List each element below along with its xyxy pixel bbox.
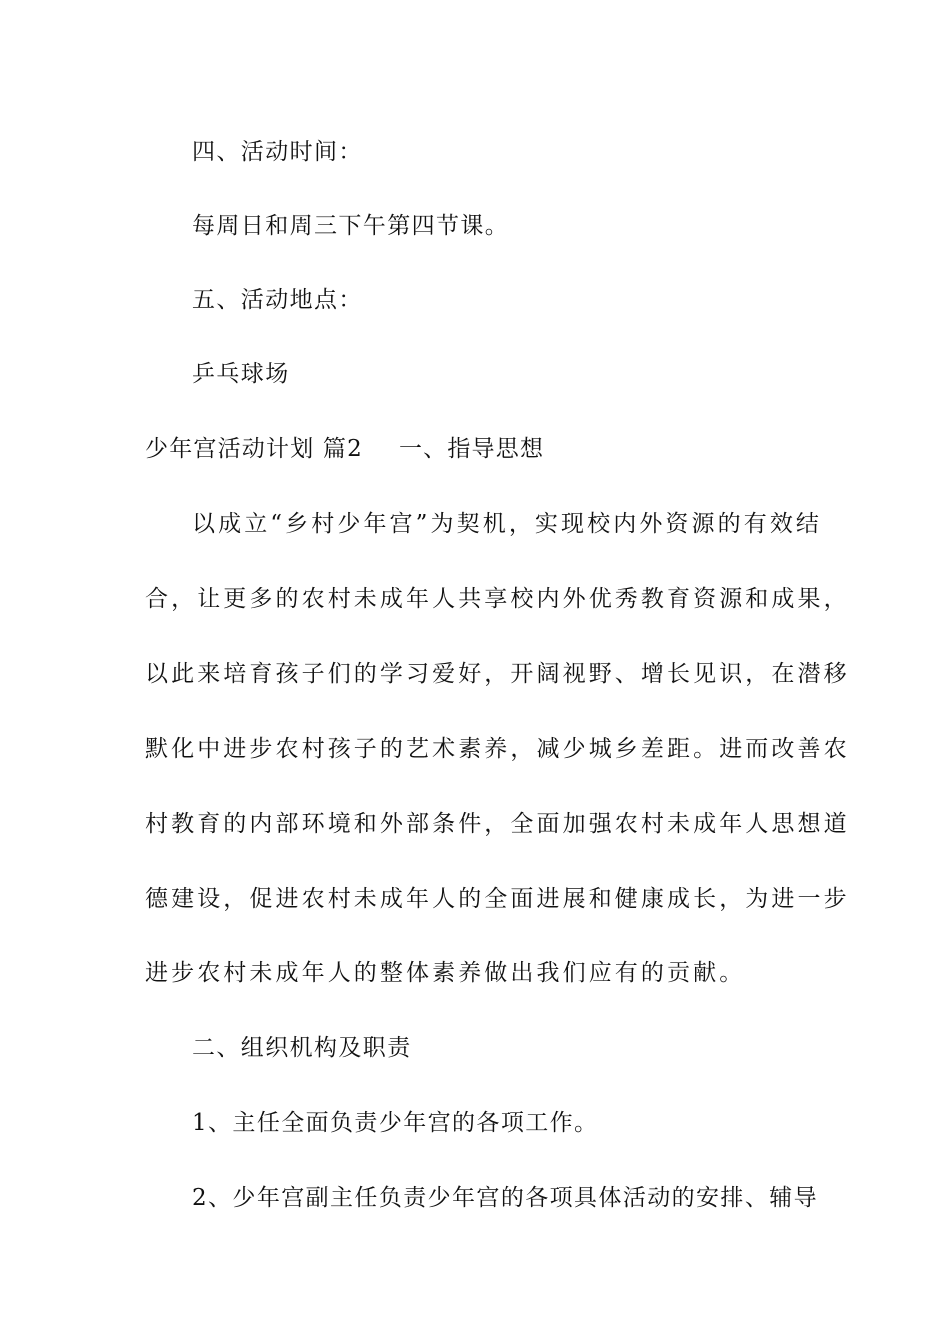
section-heading-guiding-thought: 一、指导思想	[398, 436, 545, 462]
paragraph-line: 德建设，促进农村未成年人的全面进展和健康成长，为进一步	[145, 886, 850, 912]
paragraph-line: 进步农村未成年人的整体素养做出我们应有的贡献。	[145, 960, 746, 986]
activity-time-text: 每周日和周三下午第四节课。	[192, 213, 510, 239]
paragraph-line: 以成立“乡村少年宫”为契机，实现校内外资源的有效结	[192, 511, 823, 537]
section-heading-organization: 二、组织机构及职责	[192, 1035, 412, 1061]
plan2-heading-row	[145, 434, 810, 464]
plan2-title: 少年宫活动计划 篇2	[145, 436, 363, 462]
paragraph-line: 村教育的内部环境和外部条件，全面加强农村未成年人思想道	[145, 811, 850, 837]
paragraph-line: 以此来培育孩子们的学习爱好，开阔视野、增长见识，在潜移	[145, 661, 850, 687]
section-heading-activity-time: 四、活动时间：	[192, 139, 363, 165]
list-item: 1、主任全面负责少年宫的各项工作。	[192, 1110, 599, 1136]
section-heading-activity-location: 五、活动地点：	[192, 287, 363, 313]
list-item: 2、少年宫副主任负责少年宫的各项具体活动的安排、辅导	[192, 1185, 819, 1211]
paragraph-line: 合，让更多的农村未成年人共享校内外优秀教育资源和成果，	[145, 586, 850, 612]
paragraph-line: 默化中进步农村孩子的艺术素养，减少城乡差距。进而改善农	[145, 736, 850, 762]
activity-location-text: 乒乓球场	[192, 361, 290, 387]
